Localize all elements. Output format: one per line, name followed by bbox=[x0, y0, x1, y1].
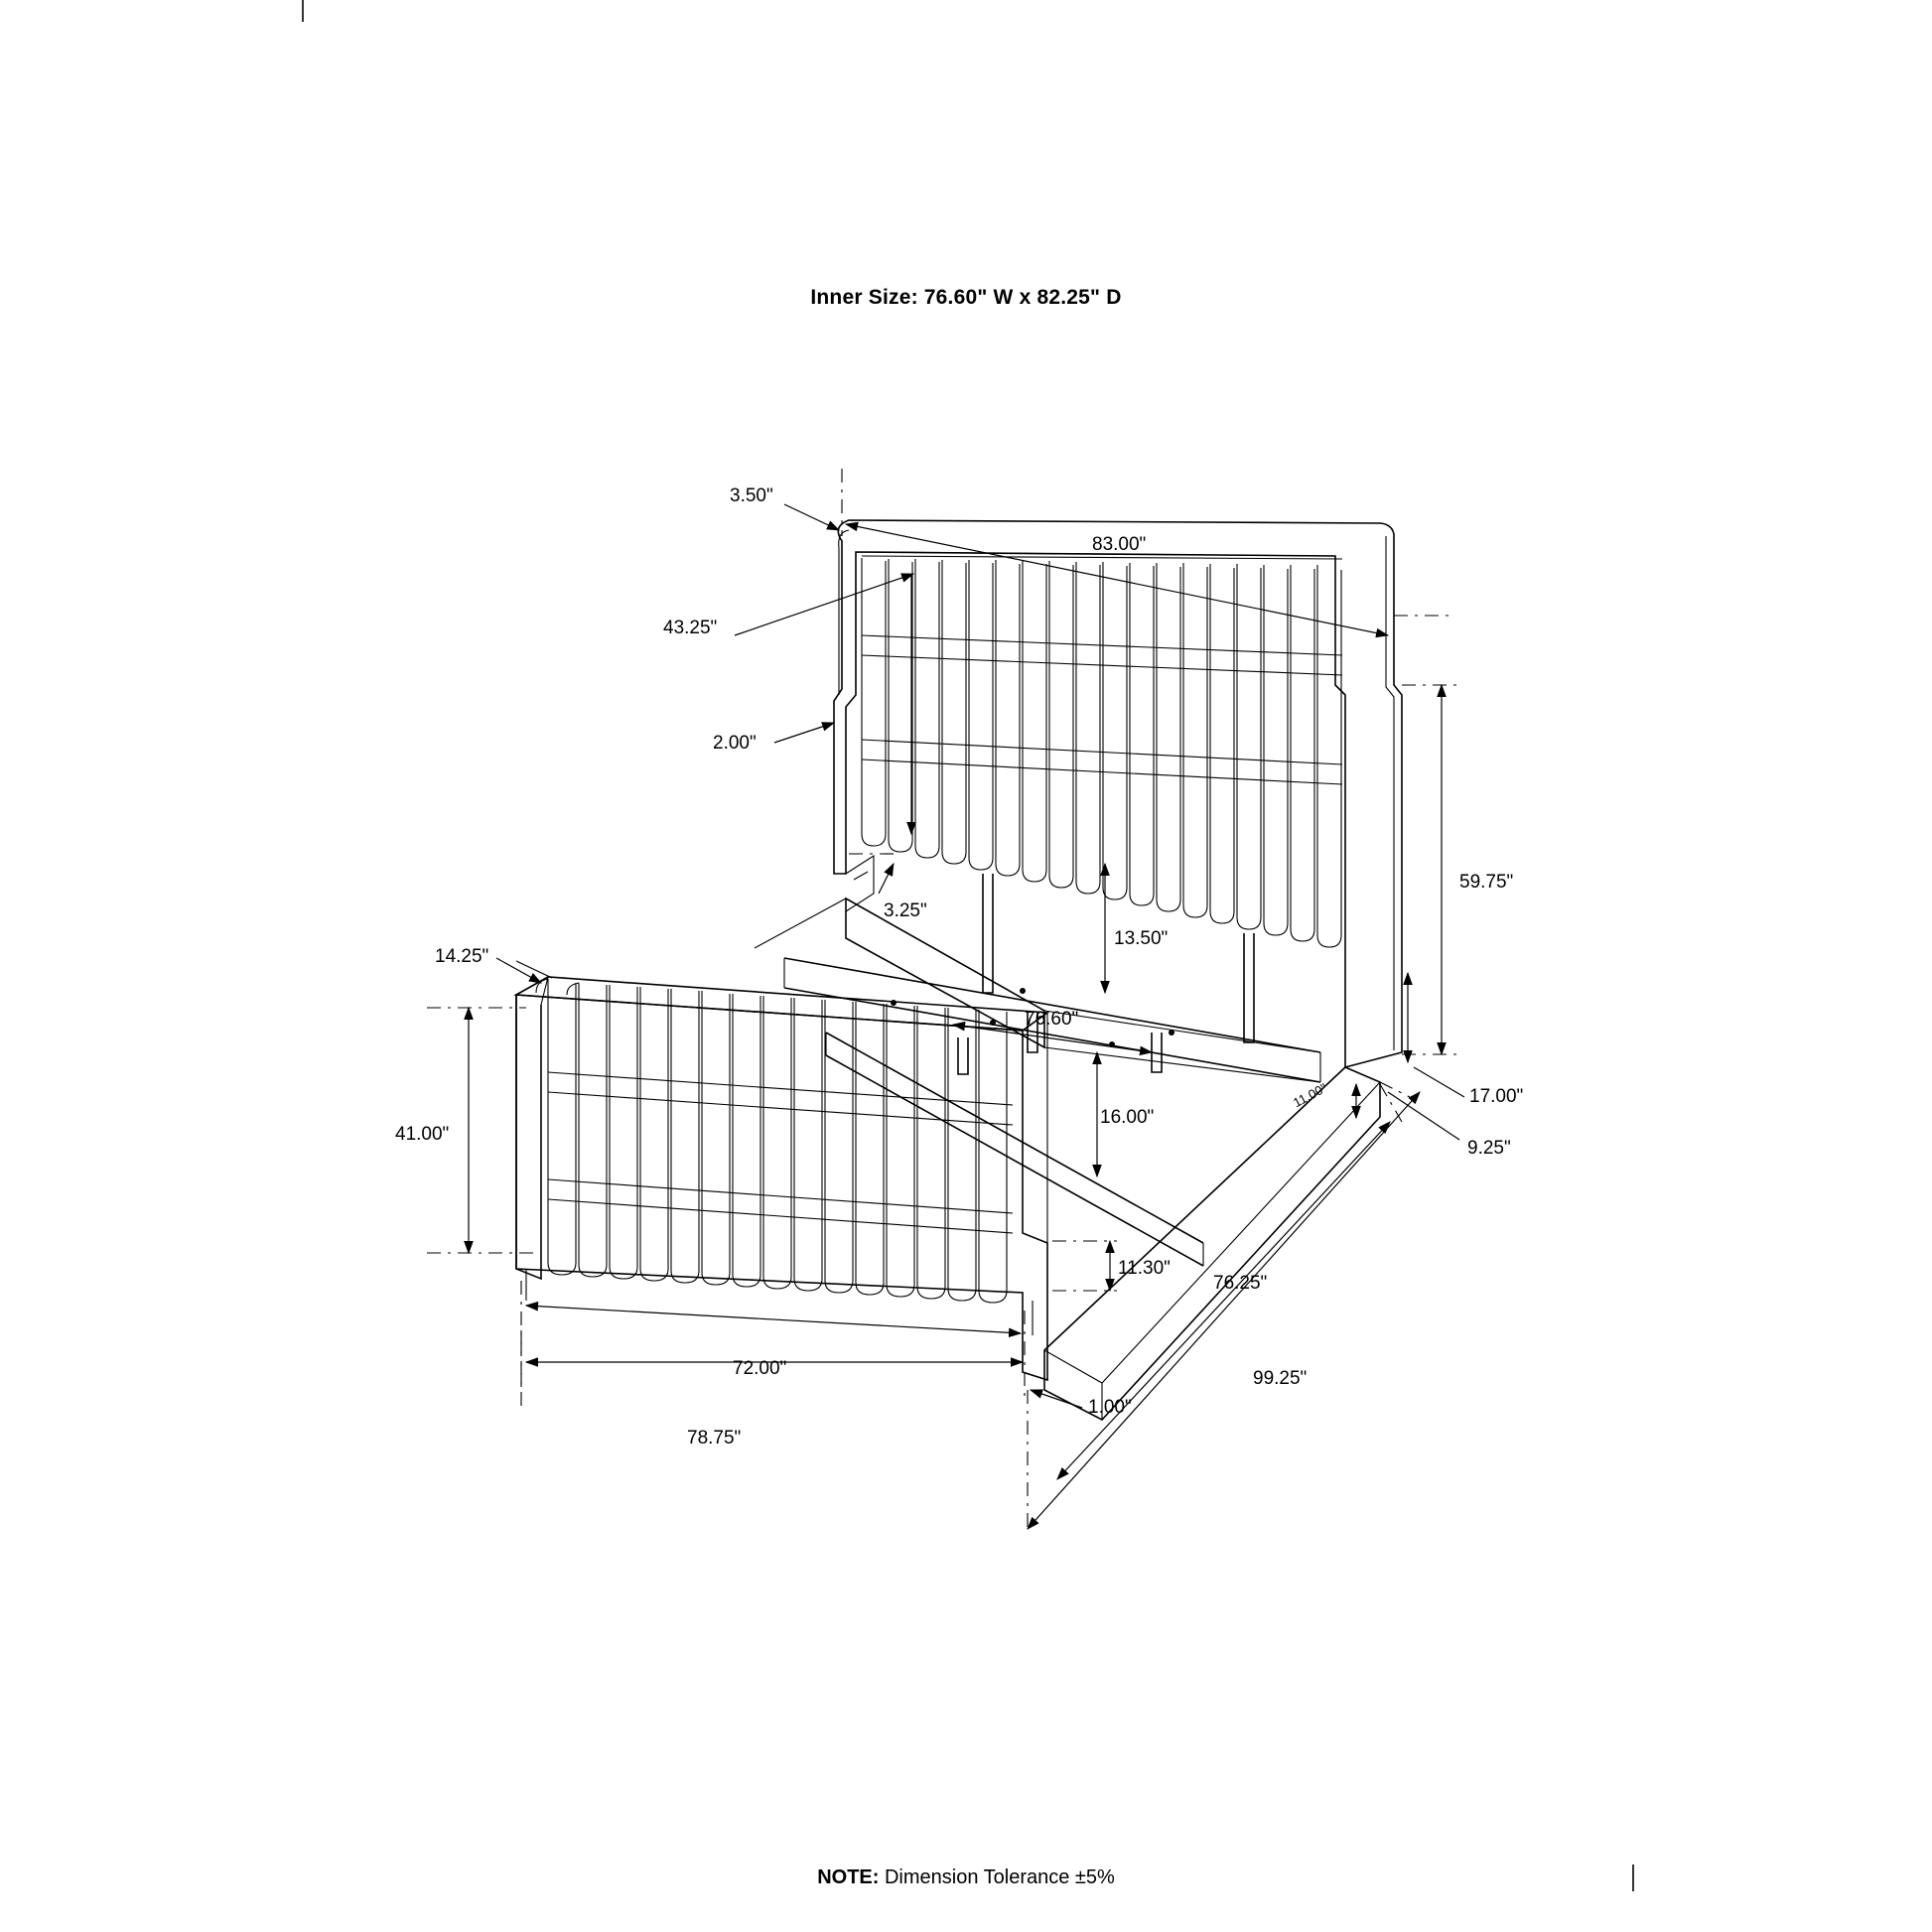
dim-slat-clearance: 11.30" bbox=[1118, 1258, 1171, 1279]
dim-inner-depth: 76.25" bbox=[1213, 1273, 1268, 1294]
dim-headboard-top-overhang: 3.50" bbox=[730, 485, 773, 506]
dim-headboard-post-offset: 3.25" bbox=[884, 900, 927, 921]
page-title: Inner Size: 76.60" W x 82.25" D bbox=[810, 286, 1122, 309]
dim-leg-height: 17.00" bbox=[1469, 1086, 1524, 1107]
dim-headboard-lower-section: 13.50" bbox=[1114, 928, 1169, 949]
note-label: NOTE: bbox=[817, 1866, 880, 1888]
bed-frame bbox=[755, 856, 1380, 1420]
dim-rail-thickness: 1.00" bbox=[1088, 1397, 1132, 1418]
tolerance-note bbox=[0, 1866, 1932, 1889]
dim-footboard-inner-width: 72.00" bbox=[733, 1358, 787, 1379]
dim-headboard-overall-height: 59.75" bbox=[1459, 872, 1514, 893]
note-text: Dimension Tolerance ±5% bbox=[879, 1866, 1115, 1888]
dim-overall-length: 99.25" bbox=[1253, 1368, 1308, 1389]
dim-frame-rail-thickness: 2.00" bbox=[713, 733, 757, 754]
dim-overall-width: 78.75" bbox=[687, 1428, 742, 1449]
dim-footboard-height: 41.00" bbox=[395, 1124, 450, 1145]
dim-headboard-overall-width: 83.00" bbox=[1092, 534, 1147, 555]
dim-inner-width: 76.60" bbox=[1025, 1009, 1079, 1030]
dim-rail-to-floor: 9.25" bbox=[1467, 1138, 1511, 1159]
headboard bbox=[834, 520, 1402, 1067]
dim-footboard-top-depth: 14.25" bbox=[435, 946, 489, 967]
dim-side-rail-height: 11.00" bbox=[1291, 1080, 1329, 1111]
dim-channel-panel-height: 43.25" bbox=[663, 618, 718, 638]
dim-deck-height: 16.00" bbox=[1100, 1107, 1155, 1128]
crop-marks bbox=[303, 0, 1633, 1891]
